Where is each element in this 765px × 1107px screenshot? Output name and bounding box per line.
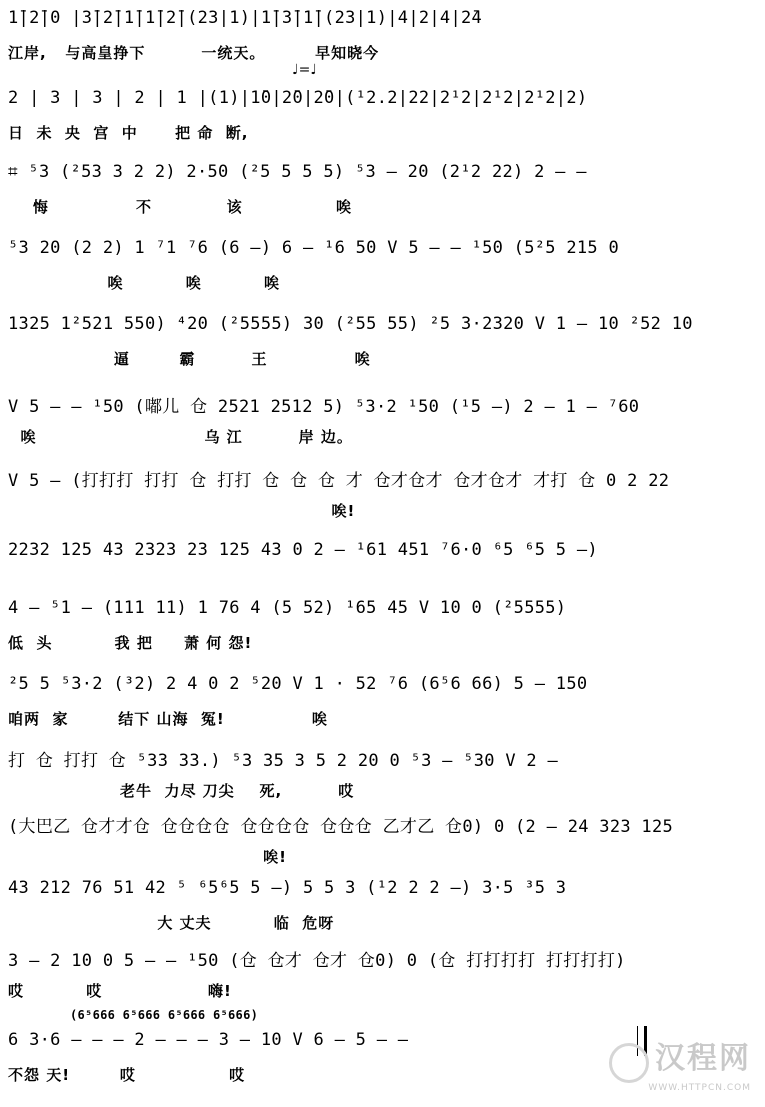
notation: V 5 – (打打打 打打 仓 打打 仓 仓 仓 才 仓才仓才 仓才仓才 才打 仓 0 2 22 — [8, 471, 670, 491]
notation: 1̄|2̄|0 |3̄|2̄|1̄|1̄|2̄|(23|1)|1̄|3̄|1̄|(23|1)|4|2|4|2̄4 — [8, 8, 483, 28]
lyrics: 哎 哎 嗨! — [8, 982, 232, 1000]
lyrics: 日 未 央 宫 中 把 命 断, — [8, 124, 249, 142]
notation: 2232 125 43 2323 23 125 43 0 2 – ¹61 451 ⁷6·0 ⁶5 ⁶5 5 –) — [8, 540, 598, 560]
watermark-url: WWW.HTTPCN.COM — [648, 1083, 751, 1093]
watermark-title: 汉程网 — [655, 1040, 751, 1076]
logo-icon — [609, 1043, 649, 1083]
lyrics: 唉 唉 唉 — [8, 274, 280, 292]
lyrics: 唉! — [8, 502, 356, 520]
lyrics: 大 丈夫 临 危呀 — [8, 914, 335, 932]
lyrics: 唉! — [8, 848, 287, 866]
lyrics: 江岸, 与高皇挣下 一统天。 早知晓今 — [8, 44, 380, 62]
lyrics: 咱两 家 结下 山海 冤! 唉 — [8, 710, 328, 728]
notation: 2 | 3 | 3 | 2 | 1 |(1)|1̄0|2̄0|2̄0|(¹2.2|22|2¹2|2¹2|2¹2|2) — [8, 88, 588, 108]
notation: ⌗ ⁵3 (²53 3 2 2) 2·50 (²5 5 5 5) ⁵3 – 20 (2¹2 22) 2 – – — [8, 162, 587, 182]
notation: 1325 1²521 550) ⁴20 (²5555) 30 (²55 55) ²5 3·2320 V 1 – 10 ²52 10 — [8, 314, 693, 334]
notation: 43 212 76 51 42 ⁵ ⁶5⁶5 5 –) 5 5 3 (¹2 2 2 –) 3·5 ³5 3 — [8, 878, 567, 898]
lyrics: 悔 不 该 唉 — [8, 198, 352, 216]
lyrics: 逼 霸 王 唉 — [8, 350, 371, 368]
notation: 3 – 2 10 0 5 – – ¹50 (仓 仓才 仓才 仓0) 0 (仓 打打打打 打打打打) — [8, 951, 626, 971]
notation: ⁵3 20 (2 2) 1 ⁷1 ⁷6 (6 –) 6 – ¹6 50 V 5 – – ¹50 (5²5 215 0 — [8, 238, 620, 258]
notation: 打 仓 打打 仓 ⁵33 33.) ⁵3 35 3 5 2 20 0 ⁵3 – ⁵30 V 2 – — [8, 751, 559, 771]
lyrics: 老牛 力尽 刀尖 死, 哎 — [8, 782, 355, 800]
lyrics: 唉 乌 江 岸 边。 — [8, 428, 353, 446]
notation: 4 – ⁵1 – (111 11) 1 76 4 (5 52) ¹65 45 V 10 0 (²5555) — [8, 598, 567, 618]
lyrics: 低 头 我 把 萧 何 怨! — [8, 634, 253, 652]
lyrics: 不怨 天! 哎 哎 — [8, 1066, 246, 1084]
tempo-mark: ♩=♩ — [292, 62, 317, 78]
ornament-notation: (6⁵666 6⁵666 6⁵666 6⁵666) — [70, 1008, 259, 1022]
watermark — [609, 1033, 751, 1094]
notation: ²5 5 ⁵3·2 (³2) 2 4 0 2 ⁵20 V 1 · 52 ⁷6 (6⁵6 66) 5 – 150 — [8, 674, 588, 694]
notation: V 5 – – ¹50 (嘟儿 仓 2521 2512 5) ⁵3·2 ¹50 (¹5 –) 2 – 1 – ⁷60 — [8, 397, 640, 417]
notation: (大巴乙 仓才才仓 仓仓仓仓 仓仓仓仓 仓仓仓 乙才乙 仓0) 0 (2 – 24 323 125 — [8, 817, 674, 837]
notation: 6 3·6 – – – 2 – – – 3 – 10 V 6 – 5 – – — [8, 1030, 409, 1050]
